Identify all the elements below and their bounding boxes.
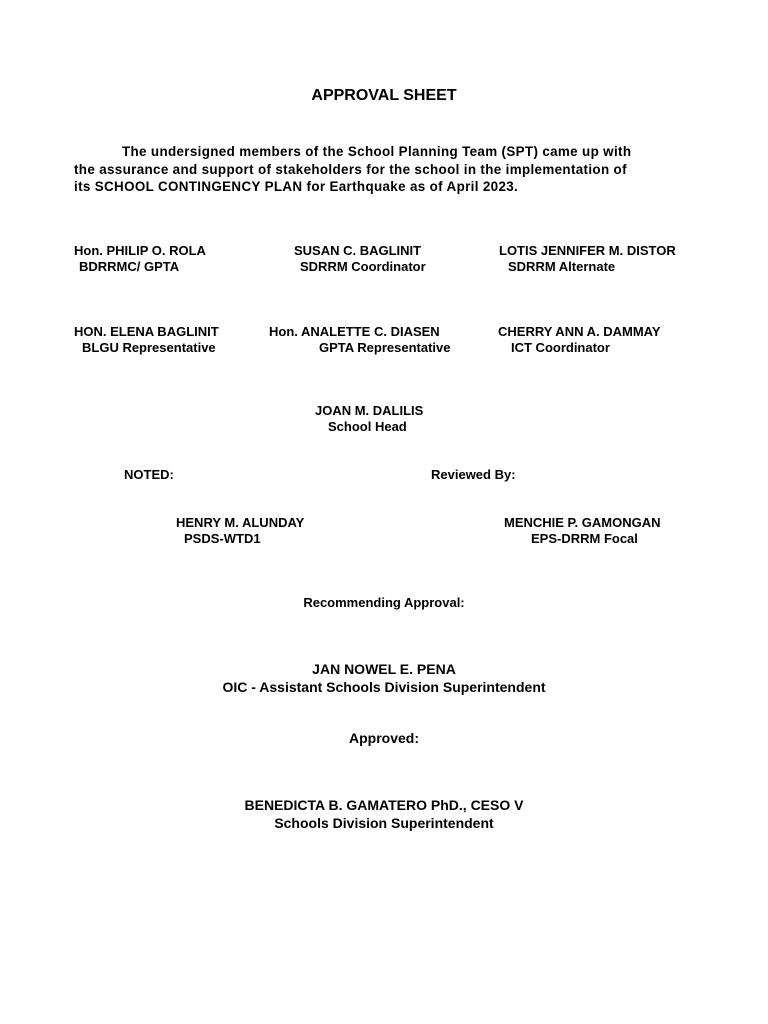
signatory-role: GPTA Representative	[319, 340, 451, 355]
recommending-label: Recommending Approval:	[303, 595, 465, 610]
signatory-susan-baglinit	[294, 243, 426, 275]
intro-line-3: its SCHOOL CONTINGENCY PLAN for Earthquake as of April 2023.	[74, 179, 519, 194]
signatory-role: BDRRMC/ GPTA	[79, 259, 180, 274]
signatory-role: Schools Division Superintendent	[274, 815, 494, 831]
signatory-pena	[0, 660, 768, 696]
signatory-distor	[499, 243, 676, 275]
signatory-role: OIC - Assistant Schools Division Superintendent	[222, 679, 546, 695]
signatory-gamongan	[504, 515, 661, 547]
signatory-name: HENRY M. ALUNDAY	[176, 515, 305, 530]
signatory-rola	[74, 243, 206, 275]
noted-label: NOTED:	[124, 467, 174, 482]
signatory-school-head	[315, 403, 423, 435]
signatory-role: PSDS-WTD1	[184, 531, 261, 546]
signatory-name: Hon. ANALETTE C. DIASEN	[269, 324, 440, 339]
signatory-role: School Head	[328, 419, 407, 434]
signatory-name: SUSAN C. BAGLINIT	[294, 243, 422, 258]
signatory-alunday	[176, 515, 304, 547]
signatory-role: SDRRM Coordinator	[300, 259, 426, 274]
signatory-name: CHERRY ANN A. DAMMAY	[498, 324, 661, 339]
signatory-role: BLGU Representative	[82, 340, 216, 355]
approved-label: Approved:	[349, 730, 419, 746]
signatory-name: LOTIS JENNIFER M. DISTOR	[499, 243, 676, 258]
signatory-diasen	[269, 324, 451, 356]
intro-line-1: The undersigned members of the School Planning Team (SPT) came up with	[122, 144, 632, 159]
signatory-name: Hon. PHILIP O. ROLA	[74, 243, 206, 258]
signatory-role: ICT Coordinator	[511, 340, 610, 355]
signatory-name: HON. ELENA BAGLINIT	[74, 324, 219, 339]
signatory-name: MENCHIE P. GAMONGAN	[504, 515, 661, 530]
signatory-dammay	[498, 324, 661, 356]
intro-line-2: the assurance and support of stakeholders for the school in the implementation of	[74, 161, 627, 177]
signatory-name: JOAN M. DALILIS	[315, 403, 424, 418]
signatory-name: BENEDICTA B. GAMATERO PhD., CESO V	[244, 797, 524, 813]
document-title: APPROVAL SHEET	[311, 87, 457, 104]
reviewed-label: Reviewed By:	[431, 467, 516, 482]
signatory-gamatero	[0, 796, 768, 832]
signatory-role: SDRRM Alternate	[508, 259, 616, 274]
signatory-role: EPS-DRRM Focal	[531, 531, 638, 546]
signatory-elena-baglinit	[74, 324, 219, 356]
signatory-name: JAN NOWEL E. PENA	[312, 661, 456, 677]
intro-paragraph	[74, 143, 704, 196]
